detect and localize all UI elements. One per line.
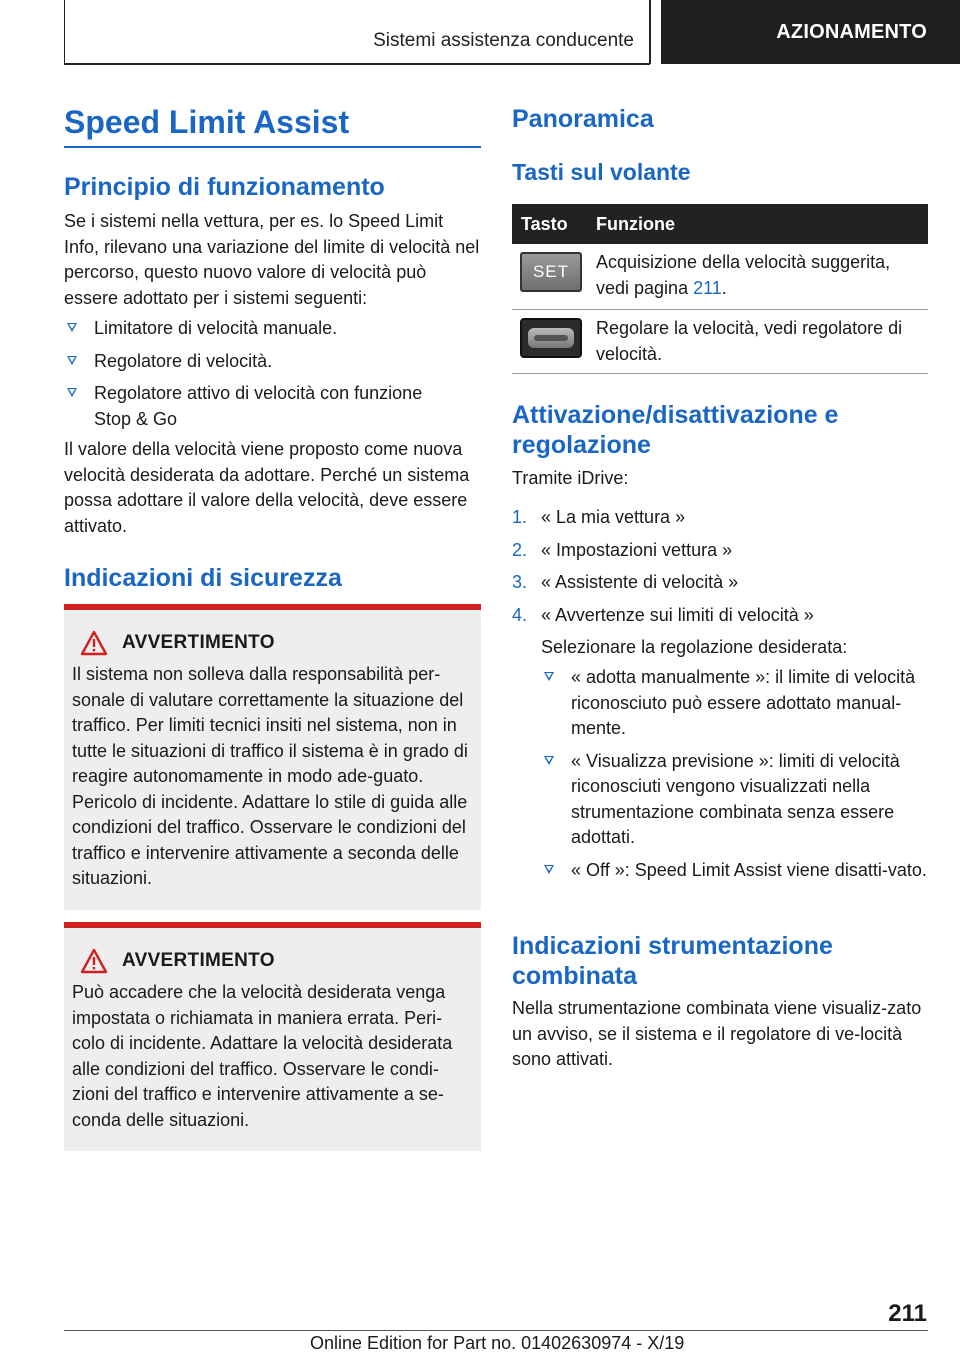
triangle-bullet-icon	[544, 756, 554, 765]
table-cell-function: Acquisizione della velocità suggerita, vedi pagina 211.	[596, 252, 891, 298]
footer-edition: Online Edition for Part no. 01402630974 - X/19	[310, 1333, 685, 1353]
column-header-function: Funzione	[596, 213, 675, 234]
warning-title: AVVERTIMENTO	[122, 632, 275, 653]
warning-box	[64, 604, 481, 910]
list-item: 3. « Assistente di velocità »	[512, 572, 739, 592]
cluster-text: Nella strumentazione combinata viene visualiz-zato un avviso, se il sistema e il regolatore di ve-locità sono attivati.	[512, 998, 922, 1069]
list-item: 4. « Avvertenze sui limiti di velocità »	[512, 604, 814, 625]
triangle-bullet-icon	[67, 323, 77, 332]
list-item: Regolatore di velocità.	[64, 349, 481, 375]
header-left-rule	[64, 0, 65, 64]
table-header	[512, 204, 928, 244]
table-row	[512, 244, 928, 310]
title-rule	[64, 146, 481, 148]
warning-title: AVVERTIMENTO	[122, 950, 275, 971]
warning-text: Il sistema non solleva dalla responsabilità per-sonale di valutare correttamente la situazione del traffico. Per limiti tecnici insiti nel sistema, non in tutte le situazioni di traffico il sistema è in grado di reagire autonomamente in modo ade-guato. Pericolo di incidente. Adattare lo stile di guida alle condizioni del traffico. Osservare le condizioni del traffico e intervenire attivamente a seconda delle situazioni.	[72, 664, 468, 888]
principle-list	[64, 316, 481, 432]
header-right-rule	[649, 0, 651, 64]
keys-table	[512, 204, 928, 374]
triangle-bullet-icon	[67, 388, 77, 397]
triangle-bullet-icon	[67, 356, 77, 365]
header-bottom-rule	[64, 63, 650, 65]
triangle-bullet-icon	[544, 672, 554, 681]
list-item: Limitatore di velocità manuale.	[64, 316, 481, 342]
footer-rule	[64, 1330, 928, 1331]
table-row	[512, 310, 928, 374]
page-title: Speed Limit Assist	[64, 104, 350, 140]
list-item: « Visualizza previsione »: limiti di velocità riconosciuti vengono visualizzati nella strumentazione combinata senza essere adottati.	[541, 749, 928, 851]
overview-heading: Panoramica	[512, 105, 654, 133]
activation-intro: Tramite iDrive:	[512, 468, 629, 488]
list-item: « adotta manualmente »: il limite di velocità riconosciuto può essere adottato manual-mente.	[541, 665, 928, 742]
speed-rocker-icon	[520, 318, 582, 358]
principle-intro: Se i sistemi nella vettura, per es. lo Speed Limit Info, rilevano una variazione del limite di velocità nel percorso, questo nuovo valore di velocità può essere adottato per i sistemi seguenti:	[64, 211, 480, 308]
header-chapter-label: AZIONAMENTO	[776, 20, 927, 43]
warning-triangle-icon	[80, 630, 108, 656]
cluster-heading: Indicazioni strumentazione combinata	[512, 932, 833, 990]
principle-outro: Il valore della velocità viene proposto come nuova velocità desiderata da adottare. Perché un sistema possa adottare il valore della velocità, deve essere attivato.	[64, 439, 470, 536]
triangle-bullet-icon	[544, 865, 554, 874]
warning-text: Può accadere che la velocità desiderata venga impostata o richiamata in maniera errata. Peri-colo di incidente. Adattare la velocità desiderata alle condizioni del traffico. Osservare le condi-zioni del traffico e intervenire attivamente a se-conda delle situazioni.	[72, 982, 453, 1130]
steps-list	[512, 505, 928, 661]
header-section-title: Sistemi assistenza conducente	[373, 30, 634, 51]
list-item: Regolatore attivo di velocità con funzione Stop & Go	[64, 381, 444, 432]
overview-subheading: Tasti sul volante	[512, 159, 691, 185]
header-chapter-tab	[661, 0, 960, 64]
activation-heading: Attivazione/disattivazione e regolazione	[512, 401, 839, 459]
warning-box	[64, 922, 481, 1151]
page-number: 211	[888, 1300, 927, 1327]
column-header-key: Tasto	[521, 213, 568, 234]
step4-sub: Selezionare la regolazione desiderata:	[541, 637, 848, 657]
options-list	[541, 665, 928, 883]
set-button-icon: SET	[520, 252, 582, 292]
list-item: « Off »: Speed Limit Assist viene disatti-vato.	[541, 858, 928, 884]
list-item: 2. « Impostazioni vettura »	[512, 539, 733, 560]
page-link[interactable]: 211	[693, 277, 722, 298]
safety-heading: Indicazioni di sicurezza	[64, 564, 342, 592]
table-cell-function: Regolare la velocità, vedi regolatore di velocità.	[596, 318, 903, 364]
warning-triangle-icon	[80, 948, 108, 974]
principle-heading: Principio di funzionamento	[64, 173, 385, 201]
list-item: 1. « La mia vettura »	[512, 507, 686, 527]
